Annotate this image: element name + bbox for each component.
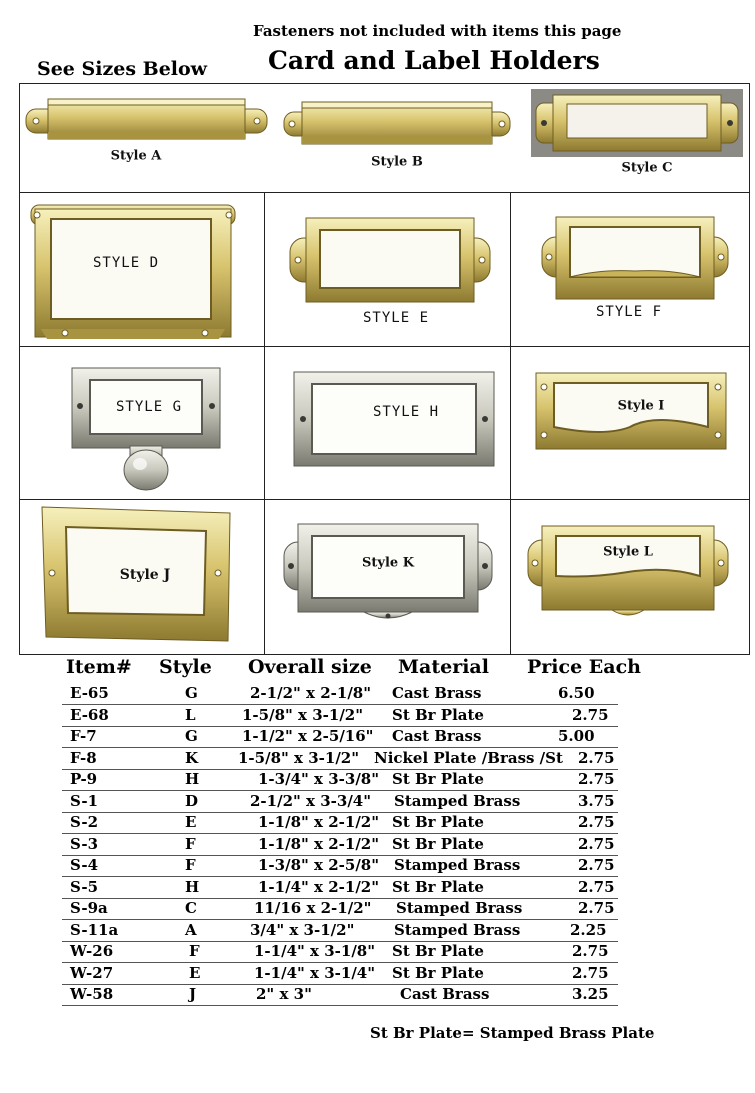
overall-size: 1-3/4" x 3-3/8" [258, 770, 380, 788]
price: 2.75 [578, 813, 615, 831]
item-number: W-26 [70, 942, 114, 960]
style-e-holder-image [288, 214, 492, 306]
style-letter: F [189, 942, 200, 960]
style-l-caption: Style L [603, 544, 653, 560]
material: St Br Plate [392, 877, 484, 896]
table-row [62, 705, 618, 727]
material: Nickel Plate /Brass /St [374, 748, 563, 767]
column-header-item: Item# [66, 656, 132, 678]
overall-size: 1-1/2" x 2-5/16" [242, 727, 374, 745]
material: St Br Plate [392, 813, 484, 831]
overall-size: 1-1/4" x 3-1/4" [254, 963, 376, 982]
price: 5.00 [558, 727, 595, 745]
overall-size: 2-1/2" x 2-1/8" [250, 684, 372, 702]
material: Stamped Brass [394, 791, 521, 810]
style-l-holder-image [526, 522, 730, 620]
price: 2.75 [578, 834, 615, 853]
item-number: S-4 [70, 856, 99, 874]
material: Stamped Brass [396, 899, 523, 917]
item-number: S-2 [70, 813, 99, 831]
material: St Br Plate [392, 705, 484, 724]
overall-size: 1-1/8" x 2-1/2" [258, 834, 380, 853]
material: Cast Brass [392, 684, 482, 702]
style-d-holder-image [29, 203, 237, 343]
item-number: F-8 [70, 748, 97, 767]
column-header-size: Overall size [248, 656, 372, 678]
style-letter: L [185, 705, 196, 724]
style-k-holder-image [282, 520, 494, 624]
style-letter: D [185, 791, 199, 810]
material: St Br Plate [392, 963, 484, 982]
style-e-caption: STYLE E [362, 310, 430, 326]
material: Cast Brass [392, 727, 482, 745]
style-c-caption: Style C [621, 160, 673, 176]
item-number: S-9a [70, 899, 108, 917]
overall-size: 1-3/8" x 2-5/8" [258, 856, 380, 874]
item-number: P-9 [70, 770, 98, 788]
material: St Br Plate [392, 770, 484, 788]
overall-size: 3/4" x 3-1/2" [250, 920, 355, 939]
column-header-material: Material [398, 656, 489, 678]
table-row [62, 683, 618, 705]
price: 2.75 [572, 963, 609, 982]
style-i-caption: Style I [617, 398, 665, 414]
style-a-caption: Style A [110, 148, 162, 164]
page-title: Card and Label Holders [268, 46, 600, 75]
table-row [62, 834, 618, 856]
fasteners-notice: Fasteners not included with items this page [253, 22, 622, 40]
item-number: S-3 [70, 834, 99, 853]
price: 2.75 [572, 705, 609, 724]
material: Stamped Brass [394, 856, 521, 874]
price: 2.75 [572, 942, 609, 960]
item-number: W-27 [70, 963, 114, 982]
style-f-caption: STYLE F [595, 304, 663, 320]
style-letter: E [185, 813, 197, 831]
overall-size: 2" x 3" [256, 985, 312, 1003]
price: 2.75 [578, 856, 615, 874]
style-letter: C [185, 899, 197, 917]
style-c-photo [531, 89, 743, 157]
price: 3.75 [578, 791, 615, 810]
price: 6.50 [558, 684, 595, 702]
style-f-holder-image [540, 213, 730, 303]
table-row [62, 855, 618, 877]
style-letter: A [185, 920, 197, 939]
table-row [62, 812, 618, 834]
style-letter: K [185, 748, 199, 767]
item-number: F-7 [70, 727, 97, 745]
style-letter: F [185, 856, 196, 874]
item-number: E-65 [70, 684, 109, 702]
style-letter: G [185, 727, 198, 745]
style-a-holder-image [24, 95, 269, 147]
style-letter: E [189, 963, 201, 982]
style-letter: G [185, 684, 198, 702]
price: 3.25 [572, 985, 609, 1003]
table-row [62, 984, 618, 1006]
table-row [62, 726, 618, 748]
style-letter: J [189, 985, 197, 1003]
price: 2.75 [578, 748, 615, 767]
table-row [62, 898, 618, 920]
style-h-caption: STYLE H [372, 404, 440, 420]
material: St Br Plate [392, 942, 484, 960]
overall-size: 1-5/8" x 3-1/2" [238, 748, 360, 767]
price: 2.75 [578, 877, 615, 896]
overall-size: 1-1/8" x 2-1/2" [258, 813, 380, 831]
style-j-caption: Style J [119, 567, 171, 583]
column-header-price: Price Each [527, 656, 641, 678]
style-d-caption: STYLE D [92, 255, 160, 271]
overall-size: 2-1/2" x 3-3/4" [250, 791, 372, 810]
overall-size: 1-5/8" x 3-1/2" [242, 705, 364, 724]
footnote: St Br Plate= Stamped Brass Plate [370, 1024, 655, 1042]
style-letter: H [185, 877, 200, 896]
price: 2.75 [578, 899, 615, 917]
overall-size: 1-1/4" x 3-1/8" [254, 942, 376, 960]
style-b-holder-image [282, 98, 512, 150]
style-letter: F [185, 834, 196, 853]
item-number: S-11a [70, 920, 119, 939]
table-row [62, 963, 618, 985]
overall-size: 11/16 x 2-1/2" [254, 899, 372, 917]
item-number: S-1 [70, 791, 99, 810]
style-k-caption: Style K [362, 555, 414, 571]
item-number: E-68 [70, 705, 109, 724]
overall-size: 1-1/4" x 2-1/2" [258, 877, 380, 896]
price: 2.25 [570, 920, 607, 939]
table-row [62, 941, 618, 963]
table-row [62, 920, 618, 942]
style-letter: H [185, 770, 200, 788]
material: St Br Plate [392, 834, 484, 853]
table-row [62, 748, 618, 770]
item-number: W-58 [70, 985, 114, 1003]
material: Stamped Brass [394, 920, 521, 939]
column-header-style: Style [159, 656, 212, 678]
style-b-caption: Style B [371, 154, 423, 170]
price: 2.75 [578, 770, 615, 788]
item-number: S-5 [70, 877, 99, 896]
sizes-note: See Sizes Below [37, 58, 208, 80]
material: Cast Brass [400, 985, 490, 1003]
table-row [62, 791, 618, 813]
table-row [62, 769, 618, 791]
style-g-caption: STYLE G [115, 399, 183, 415]
table-row [62, 877, 618, 899]
style-g-holder-image [70, 366, 222, 492]
